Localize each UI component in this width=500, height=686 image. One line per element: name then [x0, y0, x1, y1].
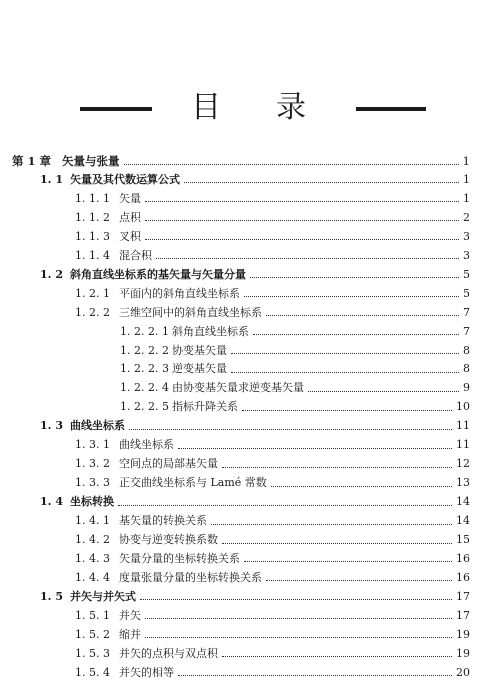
toc-entry-section[interactable] [40, 588, 470, 606]
dot-leader [244, 561, 452, 562]
heading-rule-right [356, 107, 426, 111]
toc-entry-number: 1. 2. 2. 5 [120, 400, 169, 414]
toc-entry-number: 1. 4. 2 [75, 533, 110, 546]
toc-entry-sub[interactable] [75, 626, 470, 644]
toc-entry-number: 1. 3. 2 [75, 457, 110, 471]
toc-entry-number: 1. 5 [40, 589, 63, 603]
toc-entry-sub[interactable] [75, 304, 470, 322]
dot-leader [145, 239, 459, 240]
dot-leader [145, 637, 452, 638]
toc-entry-section[interactable] [40, 493, 470, 511]
toc-entry-title: 矢量 [119, 191, 141, 205]
toc-entry-page: 1 [462, 154, 470, 168]
toc-entry-subsub[interactable] [120, 323, 470, 341]
toc-entry-title: 平面内的斜角直线坐标系 [119, 286, 240, 300]
dot-leader [184, 182, 459, 183]
toc-entry-page: 1 [463, 172, 470, 186]
toc-entry-title: 协变与逆变转换系数 [119, 533, 218, 546]
toc-entry-page: 5 [463, 286, 470, 300]
dot-leader [308, 391, 459, 392]
toc-entry-page: 20 [456, 665, 470, 679]
contents-heading [0, 88, 500, 128]
dot-leader [253, 334, 459, 335]
toc-entry-number: 1. 4. 3 [75, 551, 110, 565]
toc-entry-subsub[interactable] [120, 360, 470, 378]
toc-entry-page: 11 [456, 419, 470, 433]
toc-entry-page: 7 [463, 305, 470, 319]
toc-entry-page: 5 [463, 267, 470, 281]
toc-entry-title: 协变基矢量 [172, 343, 227, 357]
toc-entry-title: 指标升降关系 [172, 400, 238, 414]
toc-entry-page: 11 [456, 438, 470, 452]
dot-leader [140, 599, 452, 600]
toc-entry-number: 1. 2. 1 [75, 286, 110, 300]
toc-entry-title: 曲线坐标系 [119, 438, 174, 452]
toc-entry-sub[interactable] [75, 474, 470, 492]
toc-entry-sub[interactable] [75, 190, 470, 208]
dot-leader [266, 315, 459, 316]
toc-entry-number: 1. 4 [40, 495, 63, 509]
dot-leader [231, 372, 459, 373]
toc-entry-page: 17 [456, 608, 470, 622]
toc-entry-page: 15 [456, 533, 470, 546]
dot-leader [222, 467, 452, 468]
toc-entry-number: 1. 5. 3 [75, 646, 110, 660]
toc-entry-page: 16 [456, 570, 470, 584]
toc-entry-page: 7 [463, 324, 470, 338]
dot-leader [231, 353, 459, 354]
dot-leader [124, 164, 459, 165]
dot-leader [266, 580, 452, 581]
toc-entry-title: 叉积 [119, 229, 141, 243]
toc-entry-number: 第 1 章 [12, 154, 52, 168]
toc-entry-sub[interactable] [75, 209, 470, 227]
toc-entry-number: 1. 2. 2. 2 [120, 343, 169, 357]
toc-entry-page: 14 [456, 495, 470, 509]
toc-entry-sub[interactable] [75, 512, 470, 530]
toc-entry-title: 由协变基矢量求逆变基矢量 [172, 381, 304, 395]
toc-entry-title: 点积 [119, 210, 141, 224]
toc-entry-sub[interactable] [75, 569, 470, 587]
toc-entry-number: 1. 5. 1 [75, 608, 110, 622]
toc-entry-title: 矢量分量的坐标转换关系 [119, 551, 240, 565]
dot-leader [156, 258, 459, 259]
dot-leader [222, 543, 452, 544]
toc-entry-title: 斜角直线坐标系 [172, 324, 249, 338]
toc-entry-title: 并矢的点积与双点积 [119, 646, 218, 660]
toc-entry-page: 12 [456, 457, 470, 471]
toc-entry-number: 1. 1. 3 [75, 229, 110, 243]
toc-entry-section[interactable] [40, 417, 470, 435]
toc-entry-number: 1. 3 [40, 419, 63, 433]
toc-entry-title: 并矢与并矢式 [70, 589, 136, 603]
dot-leader [244, 296, 459, 297]
toc-entry-title: 正交曲线坐标系与 Lamé 常数 [119, 476, 267, 490]
toc-entry-sub[interactable] [75, 247, 470, 265]
toc-entry-title: 逆变基矢量 [172, 362, 227, 376]
toc-entry-number: 1. 2. 2 [75, 305, 110, 319]
toc-entry-sub[interactable] [75, 664, 470, 682]
toc-entry-page: 8 [463, 343, 470, 357]
toc-entry-number: 1. 3. 3 [75, 476, 110, 490]
toc-entry-subsub[interactable] [120, 398, 470, 416]
toc-entry-number: 1. 1. 1 [75, 191, 110, 205]
toc-entry-page: 3 [463, 229, 470, 243]
toc-entry-title: 空间点的局部基矢量 [119, 457, 218, 471]
toc-entry-chapter[interactable] [12, 152, 470, 170]
dot-leader [250, 277, 459, 278]
toc-entry-title: 斜角直线坐标系的基矢量与矢量分量 [70, 267, 246, 281]
toc-entry-number: 1. 1 [40, 172, 63, 186]
toc-entry-sub[interactable] [75, 228, 470, 246]
toc-entry-page: 14 [456, 514, 470, 528]
toc-entry-page: 10 [456, 400, 470, 414]
toc-entry-sub[interactable] [75, 455, 470, 473]
toc-entry-page: 16 [456, 551, 470, 565]
toc-entry-page: 9 [463, 381, 470, 395]
toc-entry-sub[interactable] [75, 285, 470, 303]
toc-entry-number: 1. 2 [40, 267, 63, 281]
toc-entry-page: 13 [456, 476, 470, 490]
toc-entry-section[interactable] [40, 266, 470, 284]
toc-entry-title: 矢量及其代数运算公式 [70, 172, 180, 186]
toc-entry-title: 缩并 [119, 627, 141, 641]
toc-entry-title: 坐标转换 [70, 495, 114, 509]
toc-entry-page: 17 [456, 589, 470, 603]
dot-leader [222, 656, 452, 657]
toc-entry-number: 1. 1. 2 [75, 210, 110, 224]
dot-leader [145, 220, 459, 221]
dot-leader [178, 675, 452, 676]
toc-entry-title: 矢量与张量 [62, 154, 120, 168]
toc-entry-number: 1. 1. 4 [75, 248, 110, 262]
toc-entry-number: 1. 2. 2. 3 [120, 362, 169, 376]
toc-entry-page: 1 [463, 191, 470, 205]
toc-entry-subsub[interactable] [120, 379, 470, 397]
toc-entry-number: 1. 4. 1 [75, 514, 110, 528]
toc-entry-title: 曲线坐标系 [70, 419, 125, 433]
toc-entry-number: 1. 3. 1 [75, 438, 110, 452]
toc-entry-number: 1. 2. 2. 4 [120, 381, 169, 395]
dot-leader [211, 524, 452, 525]
toc-entry-title: 混合积 [119, 248, 152, 262]
toc-entry-page: 19 [456, 646, 470, 660]
toc-entry-title: 并矢的相等 [119, 665, 174, 679]
toc-entry-title: 三维空间中的斜角直线坐标系 [119, 305, 262, 319]
toc-entry-number: 1. 5. 4 [75, 665, 110, 679]
toc-entry-sub[interactable] [75, 436, 470, 454]
toc-entry-page: 8 [463, 362, 470, 376]
toc-entry-sub[interactable] [75, 607, 470, 625]
toc-entry-number: 1. 5. 2 [75, 627, 110, 641]
toc-entry-sub[interactable] [75, 550, 470, 568]
toc-entry-page: 3 [463, 248, 470, 262]
toc-entry-title: 度量张量分量的坐标转换关系 [119, 570, 262, 584]
toc-entry-title: 并矢 [119, 608, 141, 622]
heading-rule-left [80, 107, 152, 111]
toc-entry-page: 19 [456, 627, 470, 641]
heading-char-1: 目 [191, 90, 221, 125]
dot-leader [129, 429, 452, 430]
dot-leader [118, 505, 452, 506]
toc-entry-title: 基矢量的转换关系 [119, 514, 207, 528]
dot-leader [242, 410, 452, 411]
toc-entry-subsub[interactable] [120, 342, 470, 360]
heading-char-2: 录 [276, 90, 306, 125]
dot-leader [145, 201, 459, 202]
toc-entry-page: 2 [463, 210, 470, 224]
toc-entry-section[interactable] [40, 171, 470, 189]
dot-leader [178, 448, 452, 449]
toc-entry-number: 1. 2. 2. 1 [120, 324, 169, 338]
toc-entry-sub[interactable] [75, 531, 470, 549]
toc-entry-sub[interactable] [75, 645, 470, 663]
toc-entry-number: 1. 4. 4 [75, 570, 110, 584]
dot-leader [145, 618, 452, 619]
dot-leader [271, 486, 452, 487]
